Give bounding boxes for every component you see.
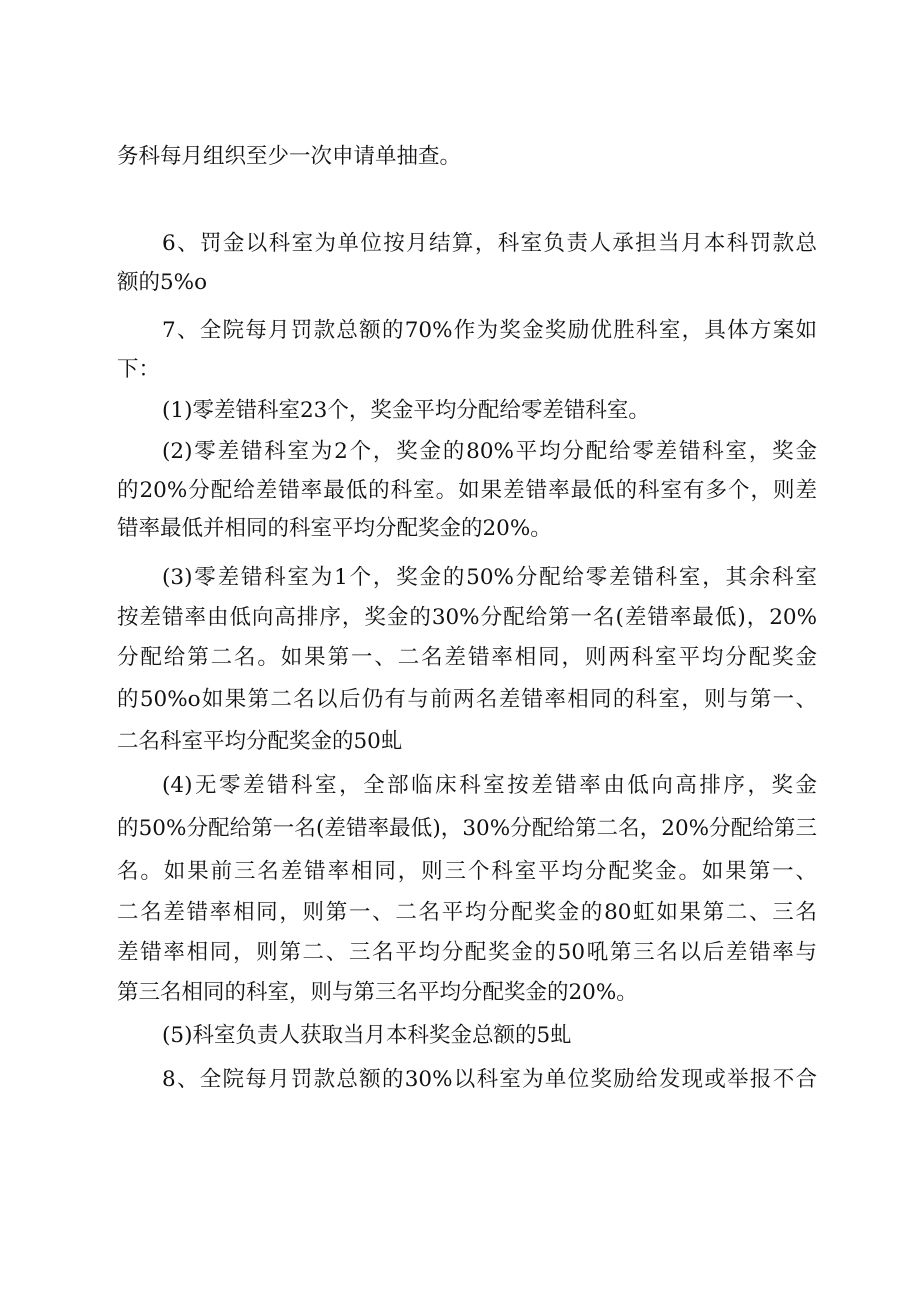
item-4-line: (4)无零差错科室，全部临床科室按差错率由低向高排序，奖金 <box>162 773 817 798</box>
item-3-line: 的50%o如果第二名以后仍有与前两名差错率相同的科室，则与第一、 <box>117 687 817 712</box>
item-3-line: 分配给第二名。如果第一、二名差错率相同，则两科室平均分配奖金 <box>117 645 817 670</box>
item-4-line: 差错率相同，则第二、三名平均分配奖金的50吼第三名以后差错率与 <box>117 940 817 965</box>
paragraph-8-line: 8、全院每月罚款总额的30%以科室为单位奖励给发现或举报不合 <box>162 1067 817 1092</box>
item-4-line: 第三名相同的科室，则与第三名平均分配奖金的20%。 <box>117 980 638 1005</box>
item-2-line: 的20%分配给差错率最低的科室。如果差错率最低的科室有多个，则差 <box>117 478 817 503</box>
paragraph-6-line: 额的5%o <box>117 270 208 295</box>
item-2-line: (2)零差错科室为2个，奖金的80%平均分配给零差错科室，奖金 <box>162 439 817 464</box>
paragraph-7-line: 下： <box>117 357 161 382</box>
item-3-line: 二名科室平均分配奖金的50虬 <box>117 729 403 754</box>
item-1-line: (1)零差错科室23个，奖金平均分配给零差错科室。 <box>162 398 650 423</box>
item-4-line: 二名差错率相同，则第一、二名平均分配奖金的80虹如果第二、三名 <box>117 900 817 925</box>
paragraph-7-line: 7、全院每月罚款总额的70%作为奖金奖励优胜科室，具体方案如 <box>162 318 817 343</box>
item-4-line: 名。如果前三名差错率相同，则三个科室平均分配奖金。如果第一、 <box>117 859 817 884</box>
item-2-line: 错率最低并相同的科室平均分配奖金的20%。 <box>117 516 552 541</box>
item-5-line: (5)科室负责人获取当月本科奖金总额的5虬 <box>162 1023 572 1048</box>
item-3-line: 按差错率由低向高排序，奖金的30%分配给第一名(差错率最低)，20% <box>117 605 817 630</box>
text-line: 务科每月组织至少一次申请单抽查。 <box>117 144 462 169</box>
item-3-line: (3)零差错科室为1个，奖金的50%分配给零差错科室，其余科室 <box>162 565 817 590</box>
paragraph-6-line: 6、罚金以科室为单位按月结算，科室负责人承担当月本科罚款总 <box>162 231 817 256</box>
item-4-line: 的50%分配给第一名(差错率最低)，30%分配给第二名，20%分配给第三 <box>117 816 817 841</box>
